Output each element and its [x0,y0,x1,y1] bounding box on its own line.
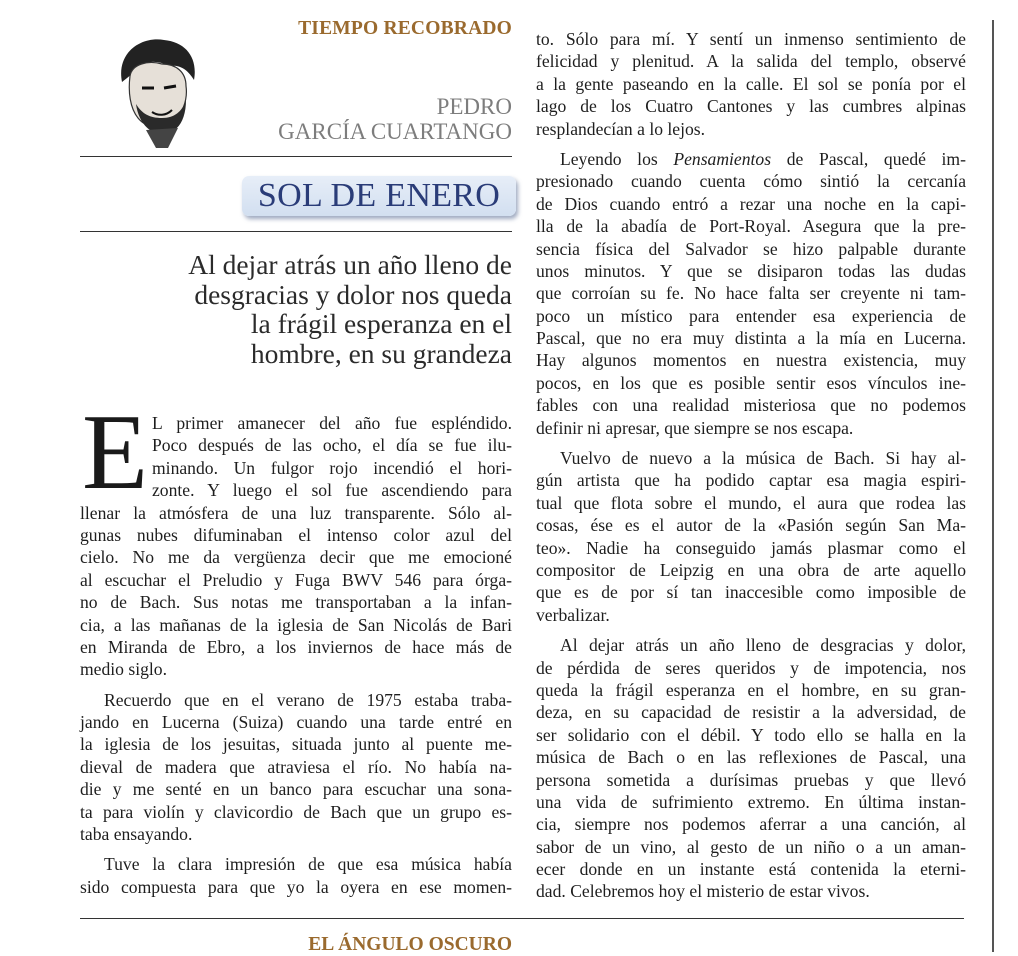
text-line: a la gente paseando en la calle. El sol se ponía por el [536,73,966,94]
text-line: Vuelvo de nuevo a la música de Bach. Si hay al- [560,448,966,469]
text-line: dieval de madera que atraviesa el río. No había na- [80,756,512,777]
text-line: to. Sólo para mí. Y sentí un inmenso sentimiento de [536,29,966,49]
portrait-collar [146,128,178,148]
paragraph-2 [80,689,512,846]
paragraph-6 [536,634,966,903]
text-line: ecer donde en un instante está contenida la eterni- [536,859,966,880]
text-line: gunas nubes difuminaban el intenso color azul del [80,524,512,545]
text-line: cia, a las mañanas de la iglesia de San Nicolás de Bari [80,614,512,635]
text-line: queda la frágil esperanza en el hombre, en su gran- [536,679,966,700]
text-line: música de Bach o en las reflexiones de Pascal, una [536,747,966,768]
text-line: resplandecían a lo lejos. [536,118,706,139]
text-line: definir ni apresar, que siempre se nos escapa. [536,417,854,438]
paragraph-5 [536,447,966,626]
author-byline [230,94,512,144]
text-line: poco un místico para entender esa experiencia de [536,305,966,326]
text-line: sabor de un vino, al gesto de un niño o a un aman- [536,836,966,857]
text-fragment: de Pascal, quedé im- [771,148,966,169]
text-line: die y me senté en un banco para escuchar una sona- [80,779,512,800]
text-line: lla de la abadía de Port-Royal. Asegura que la pre- [536,216,966,237]
divider-bottom [80,918,964,919]
paragraph-3-continued [536,28,966,140]
text-line: L primer amanecer del año fue espléndido. [152,413,512,433]
text-line: en Miranda de Ebro, a los inviernos de hace más de [80,636,512,657]
text-line: ta para violín y clavicordio de Bach que un grupo es- [80,801,512,822]
standfirst-line: desgracias y dolor nos queda [194,278,512,310]
text-line: de pérdida de seres queridos y de impotencia, nos [536,657,966,678]
text-line: medio siglo. [80,659,167,680]
text-line: no de Bach. Sus notas me transportaban a la infan- [80,592,512,613]
text-line: de Dios cuando entró a rezar una noche en la capi- [536,193,966,214]
paragraph-3 [80,853,512,898]
standfirst-line: Al dejar atrás un año lleno de [188,249,512,280]
divider-top [80,156,512,157]
text-line: cia, siempre nos podemos aferrar a una canción, al [536,814,966,835]
standfirst [110,250,512,368]
text-line: que es de por sí tan inaccesible como imposible de [536,582,966,603]
text-line: zonte. Y luego el sol fue ascendiendo para [152,480,512,501]
text-line: lago de los Cuatro Cantones y las cumbres alpinas [536,96,966,117]
text-line: gún artista que ha podido captar esa magia espiri- [536,470,966,491]
text-line: al escuchar el Preludio y Fuga BWV 546 para órga- [80,569,512,590]
text-line: Recuerdo que en el verano de 1975 estaba traba- [104,689,512,710]
text-line: presionado cuando cuenta cómo sintió la cercanía [536,171,966,192]
text-line: jando en Lucerna (Suiza) cuando una tarde entré en [80,712,512,733]
page-edge-bar [992,20,994,952]
standfirst-line: hombre, en su grandeza [250,337,512,369]
text-line: teo». Nadie ha conseguido jamás plasmar como el [536,537,966,558]
divider-headline [80,231,512,232]
text-line: compositor de Leipzig en una obra de arte aquello [536,559,966,580]
text-line: ser solidario con el débil. Y todo ello se halla en la [536,724,966,745]
text-line: Pascal, que no era muy distinta a la mía en Lucerna. [536,328,966,349]
author-last-name: GARCÍA CUARTANGO [278,119,512,144]
text-line: dad. Celebremos hoy el misterio de estar vivos. [536,881,870,902]
author-portrait [102,30,208,148]
text-line: tual que flota sobre el mundo, el aura que rodea las [536,492,966,513]
text-line: persona sometida a durísimas pruebas y que llevó [536,769,966,790]
headline: SOL DE ENERO [257,177,501,214]
text-line [536,148,966,170]
text-line: sido compuesta para que yo la oyera en ese momen- [80,876,512,897]
text-line: Tuve la clara impresión de que esa música había [104,854,512,875]
text-line: Poco después de las ocho, el día se fue ilu- [152,435,512,456]
body-column-right [536,28,966,903]
text-line: sencia física del Salvador se hizo palpable durante [536,238,966,259]
section-label: TIEMPO RECOBRADO [298,18,512,39]
text-fragment: Leyendo los [560,148,674,169]
standfirst-line: la frágil esperanza en el [250,308,512,340]
text-line: deza, en su capacidad de resistir a la adversidad, de [536,702,966,723]
text-line: unos minutos. Y que se disiparon todas las dudas [536,260,966,281]
body-column-left [80,412,512,898]
author-first-name: PEDRO [436,94,512,119]
text-line: felicidad y plenitud. A la salida del templo, observé [536,51,966,72]
text-line: taba ensayando. [80,824,193,845]
text-line: la iglesia de los jesuitas, situada junto al puente me- [80,734,512,755]
paragraph-4 [536,148,966,439]
text-line: cosas, ése es el autor de la «Pasión según San Ma- [536,515,966,536]
text-line: una vida de sufrimiento extremo. En última instan- [536,791,966,812]
text-line: llenar la atmósfera de una luz transparente. Sólo al- [80,502,512,523]
drop-cap: E [82,393,148,512]
text-line: minando. Un fulgor rojo incendió el hori- [152,457,512,478]
text-line: pocos, en los que es posible sentir esos vínculos ine- [536,372,966,393]
text-line: verbalizar. [536,604,610,625]
text-line: Al dejar atrás un año lleno de desgracias y dolor, [560,635,966,656]
text-line: cielo. No me da vergüenza decir que me emocioné [80,547,512,568]
text-line: fables con una realidad misteriosa que no podemos [536,395,966,416]
text-line: Hay algunos momentos en nuestra existencia, muy [536,350,966,371]
text-line: que corroían su fe. No hace falta ser creyente ni tam- [536,283,966,304]
paragraph-1 [80,412,512,681]
next-section-label: EL ÁNGULO OSCURO [308,934,512,955]
book-title: Pensamientos [673,148,772,169]
